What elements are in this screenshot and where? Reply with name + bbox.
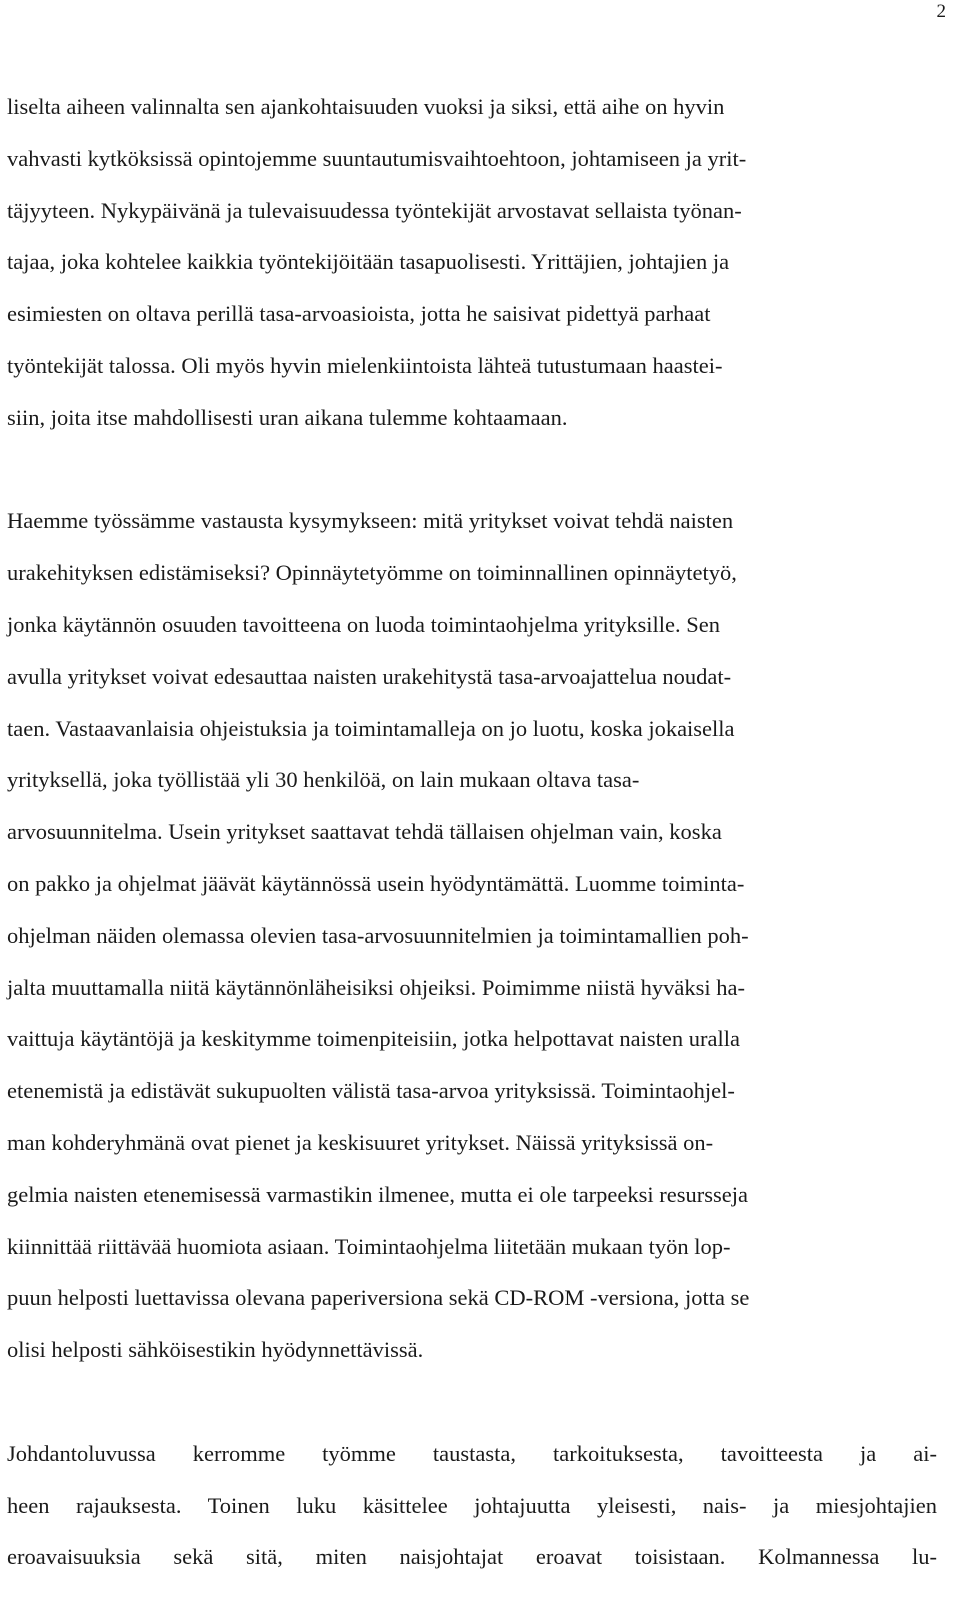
paragraph-1-line-2: vahvasti kytköksissä opintojemme suuntautumisvaihtoehtoon, johtamiseen ja yrit-: [7, 145, 747, 171]
paragraph-2-line-11: vaittuja käytäntöjä ja keskitymme toimenpiteisiin, jotka helpottavat naisten uralla: [7, 1026, 740, 1052]
paragraph-1: [7, 81, 937, 444]
paragraph-2-line-3: jonka käytännön osuuden tavoitteena on luoda toimintaohjelma yrityksille. Sen: [7, 611, 720, 637]
paragraph-2-line-7: arvosuunnitelma. Usein yritykset saattavat tehdä tällaisen ohjelman vain, koska: [7, 819, 722, 845]
paragraph-2-line-2: urakehityksen edistämiseksi? Opinnäytetyömme on toiminnallinen opinnäytetyö,: [7, 560, 737, 586]
paragraph-2-line-9: ohjelman näiden olemassa olevien tasa-arvosuunnitelmien ja toimintamallien poh-: [7, 922, 749, 948]
paragraph-2: [7, 495, 937, 1376]
paragraph-gap: [7, 444, 937, 496]
paragraph-2-line-4: avulla yritykset voivat edesauttaa naisten urakehitystä tasa-arvoajattelua noudat-: [7, 663, 732, 689]
paragraph-3-line-1: Johdantoluvussa kerromme työmme taustasta, tarkoituksesta, tavoitteesta ja ai-: [7, 1440, 937, 1466]
paragraph-2-line-15: kiinnittää riittävää huomiota asiaan. Toimintaohjelma liitetään mukaan työn lop-: [7, 1233, 731, 1259]
paragraph-2-line-13: man kohderyhmänä ovat pienet ja keskisuuret yritykset. Näissä yrityksissä on-: [7, 1129, 714, 1155]
paragraph-1-line-5: esimiesten on oltava perillä tasa-arvoasioista, jotta he saisivat pidettyä parhaat: [7, 301, 711, 327]
paragraph-1-line-3: täjyyteen. Nykypäivänä ja tulevaisuudessa työntekijät arvostavat sellaista työnan-: [7, 197, 742, 223]
paragraph-3-line-3: eroavaisuuksia sekä sitä, miten naisjohtajat eroavat toisistaan. Kolmannessa lu-: [7, 1544, 937, 1570]
page-number: 2: [936, 1, 946, 22]
paragraph-3-line-2: heen rajauksesta. Toinen luku käsittelee johtajuutta yleisesti, nais- ja miesjohtajien: [7, 1492, 937, 1518]
paragraph-2-line-12: etenemistä ja edistävät sukupuolten välistä tasa-arvoa yrityksissä. Toimintaohjel-: [7, 1078, 735, 1104]
document-body: [7, 81, 937, 1583]
paragraph-1-line-1: liselta aiheen valinnalta sen ajankohtaisuuden vuoksi ja siksi, että aihe on hyvin: [7, 94, 725, 119]
paragraph-2-line-14: gelmia naisten etenemisessä varmastikin ilmenee, mutta ei ole tarpeeksi resursseja: [7, 1181, 748, 1207]
paragraph-3: [7, 1428, 937, 1583]
paragraph-2-line-17: olisi helposti sähköisestikin hyödynnettävissä.: [7, 1337, 424, 1363]
paragraph-2-line-1: Haemme työssämme vastausta kysymykseen: mitä yritykset voivat tehdä naisten: [7, 508, 734, 534]
paragraph-1-line-7: siin, joita itse mahdollisesti uran aikana tulemme kohtaamaan.: [7, 404, 568, 430]
paragraph-gap: [7, 1376, 937, 1428]
paragraph-2-line-16: puun helposti luettavissa olevana paperiversiona sekä CD-ROM -versiona, jotta se: [7, 1285, 750, 1311]
paragraph-1-line-6: työntekijät talossa. Oli myös hyvin mielenkiintoista lähteä tutustumaan haastei-: [7, 352, 723, 378]
paragraph-2-line-10: jalta muuttamalla niitä käytännönläheisiksi ohjeiksi. Poimimme niistä hyväksi ha-: [7, 974, 745, 1000]
paragraph-2-line-6: yrityksellä, joka työllistää yli 30 henkilöä, on lain mukaan oltava tasa-: [7, 767, 640, 793]
paragraph-1-line-4: tajaa, joka kohtelee kaikkia työntekijöitään tasapuolisesti. Yrittäjien, johtajien ja: [7, 249, 730, 275]
paragraph-2-line-5: taen. Vastaavanlaisia ohjeistuksia ja toimintamalleja on jo luotu, koska jokaisella: [7, 715, 735, 741]
paragraph-2-line-8: on pakko ja ohjelmat jäävät käytännössä usein hyödyntämättä. Luomme toiminta-: [7, 870, 745, 896]
